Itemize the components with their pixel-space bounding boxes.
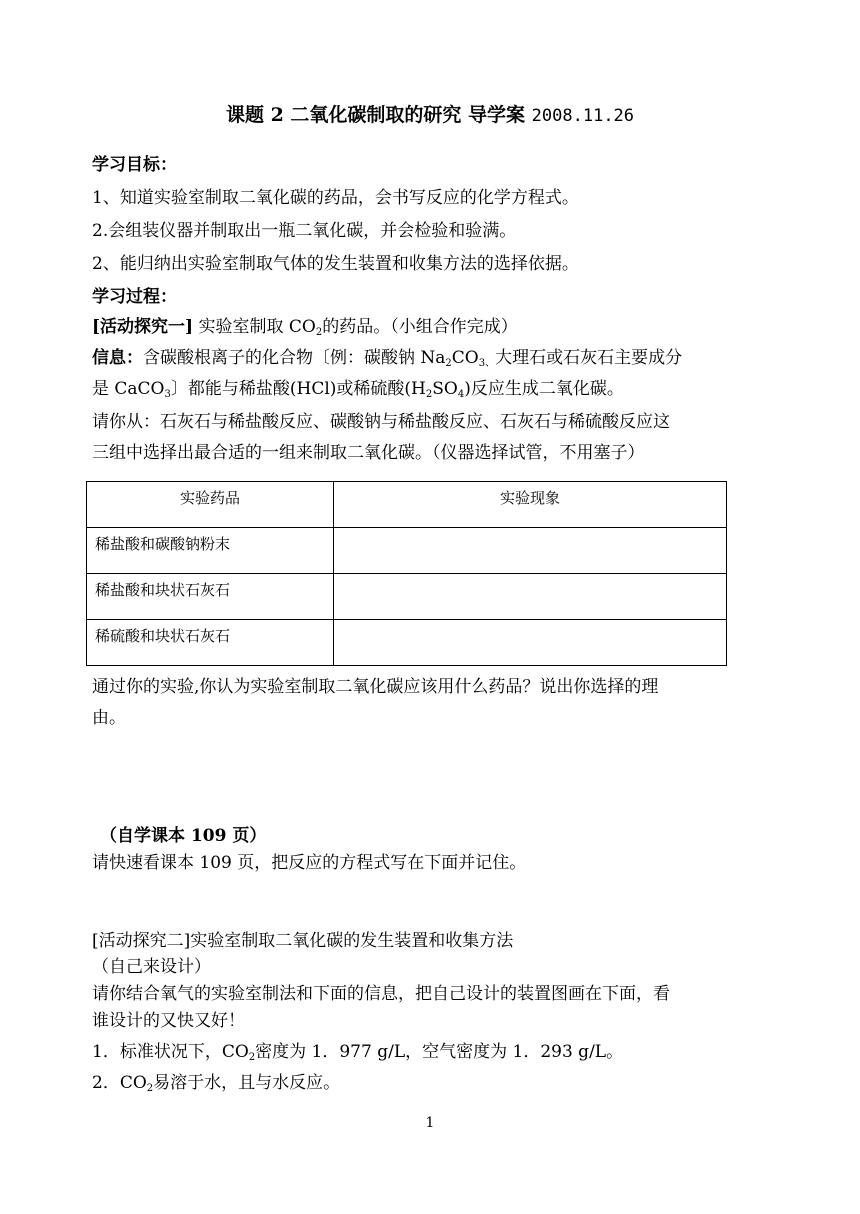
activity1-sub: 2	[315, 327, 323, 338]
question-line-1: 通过你的实验,你认为实验室制取二氧化碳应该用什么药品？说出你选择的理	[92, 677, 659, 697]
table-header-phenomenon: 实验现象	[334, 482, 727, 528]
page-title	[0, 100, 860, 127]
selfstudy-heading: （自学课本 109 页）	[100, 826, 267, 846]
fact-text: 易溶于水，且与水反应。	[153, 1073, 341, 1093]
fact-text: 1．标准状况下，CO	[92, 1042, 249, 1062]
info-sub: 4	[457, 389, 465, 400]
fact-sub: 2	[248, 1052, 256, 1063]
info-text: 〕都能与稀盐酸(HCl)或稀硫酸(H	[170, 379, 426, 399]
table-header-row	[87, 482, 727, 528]
info-text: 大理石或石灰石主要成分	[495, 348, 683, 368]
activity1-label: [活动探究一]	[92, 317, 194, 337]
choose-line-2: 三组中选择出最合适的一组来制取二氧化碳。（仪器选择试管，不用塞子）	[92, 443, 645, 463]
selfstudy-text: 请快速看课本 109 页，把反应的方程式写在下面并记住。	[92, 853, 527, 873]
info-line-2	[92, 375, 782, 403]
activity2-line	[92, 927, 782, 955]
activity1-line	[92, 313, 782, 341]
activity1-text-after: 的药品。（小组合作完成）	[322, 317, 518, 337]
question-line-2: 由。	[92, 708, 126, 728]
goal-item-1: 1、知道实验室制取二氧化碳的药品，会书写反应的化学方程式。	[92, 188, 579, 208]
activity2-line-1: 请你结合氧气的实验室制法和下面的信息，把自己设计的装置图画在下面，看	[92, 984, 670, 1004]
table-cell-reagent: 稀硫酸和块状石灰石	[87, 620, 334, 666]
goal-item-3: 2、能归纳出实验室制取气体的发生装置和收集方法的选择依据。	[92, 254, 579, 274]
title-date: 2008.11.26	[531, 106, 635, 126]
activity2-label: [活动探究二]	[92, 931, 191, 951]
fact-sub: 2	[146, 1083, 154, 1094]
process-heading: 学习过程：	[92, 287, 177, 307]
table-row	[87, 528, 727, 574]
table-cell-phenomenon[interactable]	[334, 620, 727, 666]
info-text: 含碳酸根离子的化合物〔例：碳酸钠 Na	[143, 348, 446, 368]
fact-text: 2．CO	[92, 1073, 147, 1093]
table-cell-reagent: 稀盐酸和块状石灰石	[87, 574, 334, 620]
activity2-line-2: 谁设计的又快又好！	[92, 1011, 245, 1031]
page-number: 1	[425, 1115, 435, 1131]
choose-line-1: 请你从：石灰石与稀盐酸反应、碳酸钠与稀盐酸反应、石灰石与稀硫酸反应这	[92, 412, 670, 432]
info-text: )反应生成二氧化碳。	[464, 379, 624, 399]
table-row	[87, 620, 727, 666]
info-sub: 3	[164, 389, 171, 400]
info-text: SO	[432, 379, 458, 399]
table-cell-reagent: 稀盐酸和碳酸钠粉末	[87, 528, 334, 574]
title-main: 课题 2 二氧化碳制取的研究 导学案	[225, 104, 526, 126]
info-label: 信息：	[92, 348, 143, 368]
info-sub: 2	[445, 358, 452, 369]
table-header-reagent: 实验药品	[87, 482, 334, 528]
info-text: CO	[451, 348, 479, 368]
table-cell-phenomenon[interactable]	[334, 574, 727, 620]
table-row	[87, 574, 727, 620]
info-sub: 3、	[478, 358, 496, 369]
fact-1	[92, 1038, 782, 1066]
info-sub: 2	[425, 389, 433, 400]
activity1-text-before: 实验室制取 CO	[193, 317, 316, 337]
table-cell-phenomenon[interactable]	[334, 528, 727, 574]
goal-item-2: 2.会组装仪器并制取出一瓶二氧化碳，并会检验和验满。	[92, 221, 517, 241]
info-text: 是 CaCO	[92, 379, 165, 399]
goals-heading: 学习目标：	[92, 155, 177, 175]
activity2-text: 实验室制取二氧化碳的发生装置和收集方法	[190, 931, 514, 951]
experiment-table	[86, 481, 727, 666]
activity2-sub: （自己来设计）	[92, 957, 211, 977]
fact-2	[92, 1069, 782, 1097]
fact-text: 密度为 1．977 g/L，空气密度为 1．293 g/L。	[255, 1042, 624, 1062]
info-line-1	[92, 344, 782, 372]
